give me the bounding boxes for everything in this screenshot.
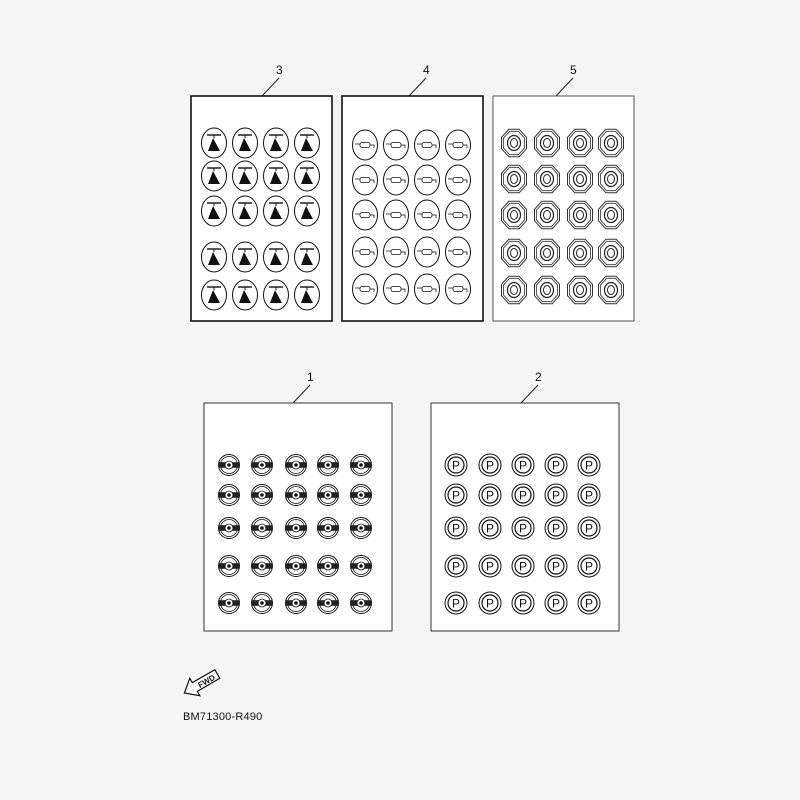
- cone-triangle-icon: [264, 128, 289, 158]
- octagon-ring-icon: [502, 276, 527, 303]
- fuel-cable-icon: [446, 200, 471, 230]
- p-circle-icon: [479, 517, 501, 539]
- svg-text:P: P: [451, 559, 461, 574]
- p-circle-icon: [512, 484, 534, 506]
- emblem-icon: [351, 485, 372, 506]
- octagon-ring-icon: [535, 129, 560, 156]
- cone-triangle-icon: [202, 242, 227, 272]
- octagon-ring-icon: [599, 129, 624, 156]
- part-2-number: 2: [535, 370, 542, 384]
- emblem-icon: [219, 518, 240, 539]
- svg-text:P: P: [584, 458, 594, 473]
- p-circle-icon: [512, 555, 534, 577]
- p-circle-icon: [445, 592, 467, 614]
- part-4-group: [342, 63, 483, 321]
- emblem-icon: [351, 455, 372, 476]
- svg-text:P: P: [451, 488, 461, 503]
- cone-triangle-icon: [295, 242, 320, 272]
- p-circle-icon: [578, 555, 600, 577]
- svg-text:P: P: [485, 559, 495, 574]
- p-circle-icon: [512, 454, 534, 476]
- part-3-group: [191, 63, 332, 321]
- svg-text:P: P: [551, 488, 561, 503]
- octagon-ring-icon: [535, 276, 560, 303]
- cone-triangle-icon: [295, 128, 320, 158]
- cone-triangle-icon: [233, 242, 258, 272]
- emblem-icon: [318, 518, 339, 539]
- emblem-icon: [351, 593, 372, 614]
- fuel-cable-icon: [353, 237, 378, 267]
- p-circle-icon: [545, 454, 567, 476]
- p-circle-icon: [479, 555, 501, 577]
- cone-triangle-icon: [233, 161, 258, 191]
- fwd-label: FWD: [196, 672, 217, 690]
- emblem-icon: [252, 485, 273, 506]
- octagon-ring-icon: [502, 239, 527, 266]
- fuel-cable-icon: [384, 274, 409, 304]
- emblem-icon: [318, 556, 339, 577]
- part-5-group: [493, 63, 634, 321]
- cone-triangle-icon: [295, 161, 320, 191]
- part-4-number: 4: [423, 63, 430, 77]
- fuel-cable-icon: [384, 200, 409, 230]
- cone-triangle-icon: [233, 280, 258, 310]
- emblem-icon: [219, 485, 240, 506]
- emblem-icon: [252, 593, 273, 614]
- octagon-ring-icon: [568, 239, 593, 266]
- fuel-cable-icon: [415, 165, 440, 195]
- octagon-ring-icon: [535, 239, 560, 266]
- octagon-ring-icon: [502, 165, 527, 192]
- octagon-ring-icon: [535, 165, 560, 192]
- p-circle-icon: [545, 517, 567, 539]
- fuel-cable-icon: [384, 165, 409, 195]
- svg-text:P: P: [518, 488, 528, 503]
- part-1-group: [204, 370, 392, 631]
- emblem-icon: [219, 455, 240, 476]
- part-5-leader: [556, 78, 573, 96]
- p-circle-icon: [578, 517, 600, 539]
- cone-triangle-icon: [202, 128, 227, 158]
- part-3-number: 3: [276, 63, 283, 77]
- p-circle-icon: [512, 517, 534, 539]
- fuel-cable-icon: [353, 130, 378, 160]
- p-circle-icon: [578, 592, 600, 614]
- emblem-icon: [318, 455, 339, 476]
- emblem-icon: [286, 485, 307, 506]
- emblem-icon: [286, 556, 307, 577]
- emblem-icon: [252, 518, 273, 539]
- svg-text:P: P: [485, 488, 495, 503]
- octagon-ring-icon: [568, 276, 593, 303]
- svg-text:P: P: [551, 458, 561, 473]
- diagram-code: BM71300-R490: [183, 711, 263, 723]
- part-2-group: [431, 370, 619, 631]
- emblem-icon: [286, 593, 307, 614]
- cone-triangle-icon: [264, 196, 289, 226]
- emblem-icon: [286, 518, 307, 539]
- fuel-cable-icon: [415, 274, 440, 304]
- emblem-icon: [318, 485, 339, 506]
- p-circle-icon: [479, 592, 501, 614]
- fuel-cable-icon: [353, 200, 378, 230]
- svg-text:P: P: [551, 521, 561, 536]
- fuel-cable-icon: [446, 237, 471, 267]
- svg-text:P: P: [485, 458, 495, 473]
- cone-triangle-icon: [264, 161, 289, 191]
- p-circle-icon: [545, 484, 567, 506]
- p-circle-icon: [479, 454, 501, 476]
- octagon-ring-icon: [535, 201, 560, 228]
- emblem-icon: [219, 593, 240, 614]
- octagon-ring-icon: [502, 201, 527, 228]
- cone-triangle-icon: [202, 161, 227, 191]
- fuel-cable-icon: [353, 274, 378, 304]
- p-circle-icon: [445, 454, 467, 476]
- p-circle-icon: [512, 592, 534, 614]
- cone-triangle-icon: [295, 196, 320, 226]
- p-circle-icon: [445, 484, 467, 506]
- cone-triangle-icon: [264, 242, 289, 272]
- part-4-leader: [409, 78, 426, 96]
- emblem-icon: [252, 556, 273, 577]
- svg-text:P: P: [451, 596, 461, 611]
- svg-text:P: P: [451, 458, 461, 473]
- part-3-leader: [262, 78, 279, 96]
- emblem-icon: [351, 518, 372, 539]
- svg-text:P: P: [485, 596, 495, 611]
- svg-text:P: P: [584, 596, 594, 611]
- cone-triangle-icon: [264, 280, 289, 310]
- emblem-icon: [252, 455, 273, 476]
- fuel-cable-icon: [353, 165, 378, 195]
- fuel-cable-icon: [415, 200, 440, 230]
- svg-text:P: P: [518, 458, 528, 473]
- cone-triangle-icon: [202, 280, 227, 310]
- fuel-cable-icon: [415, 130, 440, 160]
- svg-text:P: P: [551, 559, 561, 574]
- cone-triangle-icon: [202, 196, 227, 226]
- emblem-icon: [351, 556, 372, 577]
- p-circle-icon: [545, 555, 567, 577]
- octagon-ring-icon: [568, 201, 593, 228]
- svg-text:P: P: [584, 488, 594, 503]
- fuel-cable-icon: [446, 130, 471, 160]
- svg-text:P: P: [518, 521, 528, 536]
- fuel-cable-icon: [446, 165, 471, 195]
- svg-text:P: P: [518, 559, 528, 574]
- svg-text:P: P: [451, 521, 461, 536]
- svg-text:P: P: [551, 596, 561, 611]
- fwd-arrow-icon: [179, 665, 222, 701]
- fuel-cable-icon: [384, 130, 409, 160]
- p-circle-icon: [578, 484, 600, 506]
- part-2-leader: [521, 385, 538, 403]
- p-circle-icon: [445, 517, 467, 539]
- octagon-ring-icon: [599, 276, 624, 303]
- fuel-cable-icon: [446, 274, 471, 304]
- part-1-number: 1: [307, 370, 314, 384]
- svg-text:P: P: [518, 596, 528, 611]
- fuel-cable-icon: [384, 237, 409, 267]
- part-5-number: 5: [570, 63, 577, 77]
- p-circle-icon: [578, 454, 600, 476]
- octagon-ring-icon: [599, 201, 624, 228]
- emblem-icon: [219, 556, 240, 577]
- cone-triangle-icon: [295, 280, 320, 310]
- p-circle-icon: [479, 484, 501, 506]
- octagon-ring-icon: [568, 129, 593, 156]
- part-1-leader: [293, 385, 310, 403]
- emblem-icon: [286, 455, 307, 476]
- svg-text:P: P: [485, 521, 495, 536]
- octagon-ring-icon: [502, 129, 527, 156]
- p-circle-icon: [545, 592, 567, 614]
- octagon-ring-icon: [599, 239, 624, 266]
- p-circle-icon: [445, 555, 467, 577]
- octagon-ring-icon: [568, 165, 593, 192]
- svg-text:P: P: [584, 559, 594, 574]
- fuel-cable-icon: [415, 237, 440, 267]
- octagon-ring-icon: [599, 165, 624, 192]
- emblem-icon: [318, 593, 339, 614]
- cone-triangle-icon: [233, 196, 258, 226]
- cone-triangle-icon: [233, 128, 258, 158]
- svg-text:P: P: [584, 521, 594, 536]
